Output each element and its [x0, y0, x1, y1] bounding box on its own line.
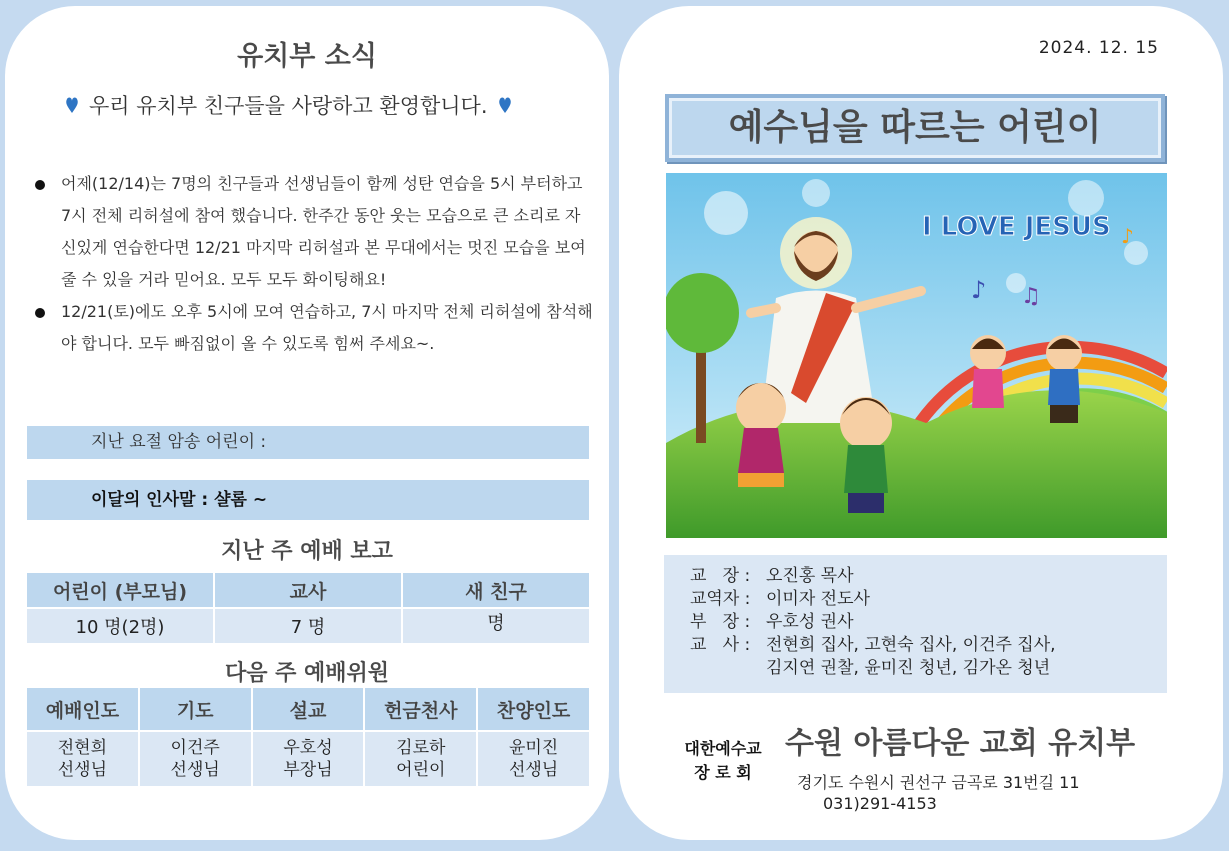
welcome-line [65, 90, 512, 120]
table-cell [478, 732, 589, 786]
church-phone: 031)291-4153 [823, 794, 937, 813]
news-text: 12/21(토)에도 오후 5시에 모여 연습하고, 7시 마지막 전체 리허설에 참석해야 합니다. 모두 빠짐없이 올 수 있도록 힘써 주세요~. [61, 302, 593, 353]
table-header: 기도 [140, 688, 251, 730]
person-name: 전현희 [57, 738, 108, 758]
svg-text:♫: ♫ [1021, 284, 1041, 309]
heart-icon [65, 96, 79, 114]
table-header-row [27, 688, 589, 730]
table-header: 교사 [215, 573, 401, 607]
table-header: 예배인도 [27, 688, 138, 730]
table-cell [253, 732, 364, 786]
table-header: 찬양인도 [478, 688, 589, 730]
staff-box [664, 555, 1167, 693]
svg-text:♪: ♪ [971, 276, 987, 304]
table-cell [365, 732, 476, 786]
table-cell: 7 명 [215, 609, 401, 643]
person-name: 윤미진 [508, 738, 559, 758]
table-row [27, 732, 589, 786]
left-panel [5, 6, 609, 840]
table-cell: 명 [403, 609, 589, 643]
table-row [27, 609, 589, 643]
staff-name: 전현희 집사, 고현숙 집사, 이건주 집사, [766, 635, 1056, 655]
staff-role: 교 사 : [690, 635, 751, 655]
staff-row [690, 588, 1167, 611]
person-name: 우호성 [283, 738, 333, 758]
news-item [35, 168, 595, 296]
staff-row [690, 611, 1167, 634]
person-title: 선생님 [508, 760, 559, 780]
table-header-row [27, 573, 589, 607]
table-header: 헌금천사 [365, 688, 476, 730]
staff-name: 우호성 권사 [766, 612, 854, 632]
news-item [35, 296, 595, 360]
svg-text:♪: ♪ [1121, 224, 1134, 248]
memorize-bar: 지난 요절 암송 어린이 : [27, 426, 589, 459]
table-cell [27, 732, 138, 786]
bulletin-date: 2024. 12. 15 [1038, 38, 1159, 58]
theme-banner: 예수님을 따르는 어린이 [665, 94, 1165, 162]
person-title: 어린이 [396, 760, 446, 780]
staff-row [690, 565, 1167, 588]
person-title: 선생님 [170, 760, 220, 780]
person-name: 이건주 [170, 738, 220, 758]
jesus-children-illustration [666, 173, 1167, 538]
person-title: 부장님 [283, 760, 333, 780]
staff-role: 교역자 : [690, 589, 751, 609]
staff-name-continued: 김지연 권찰, 윤미진 청년, 김가온 청년 [766, 658, 1051, 678]
report-table [25, 571, 591, 645]
denomination-line: 장 로 회 [694, 763, 752, 782]
staff-name: 오진홍 목사 [766, 566, 854, 586]
table-cell: 10 명(2명) [27, 609, 213, 643]
right-panel [619, 6, 1223, 840]
bullet-icon [35, 308, 45, 318]
next-week-title: 다음 주 예배위원 [224, 661, 390, 686]
news-list [35, 168, 595, 360]
news-text: 어제(12/14)는 7명의 친구들과 선생님들이 함께 성탄 연습을 5시 부터하고 7시 전체 리허설에 참여 했습니다. 한주간 동안 웃는 모습으로 큰 소리로 자신있게 연습한다면 12/21 마지막 리허설과 본 무대에서는 멋진 모습을 보여 줄 수 있을 거라 믿어요. 모두 모두 화이팅해요! [61, 174, 586, 289]
bullet-icon [35, 180, 45, 190]
welcome-text: 우리 유치부 친구들을 사랑하고 환영합니다. [89, 94, 488, 118]
staff-row [690, 634, 1167, 657]
heart-icon [498, 96, 512, 114]
news-title: 유치부 소식 [237, 41, 377, 72]
report-title: 지난 주 예배 보고 [221, 539, 393, 564]
church-address: 경기도 수원시 권선구 금곡로 31번길 11 [797, 773, 1080, 792]
illustration-caption: I LOVE JESUS [922, 212, 1111, 242]
next-week-table [25, 686, 591, 788]
person-title: 선생님 [57, 760, 108, 780]
greeting-bar: 이달의 인사말 : 샬롬 ~ [27, 480, 589, 520]
person-name: 김로하 [396, 738, 446, 758]
church-name: 수원 아름다운 교회 유치부 [785, 726, 1136, 761]
table-header: 새 친구 [403, 573, 589, 607]
staff-name: 이미자 전도사 [766, 589, 870, 609]
denomination [675, 737, 771, 785]
table-header: 어린이 (부모님) [27, 573, 213, 607]
table-header: 설교 [253, 688, 364, 730]
staff-role: 교 장 : [690, 566, 751, 586]
table-cell [140, 732, 251, 786]
denomination-line: 대한예수교 [684, 739, 762, 758]
staff-role: 부 장 : [690, 612, 751, 632]
